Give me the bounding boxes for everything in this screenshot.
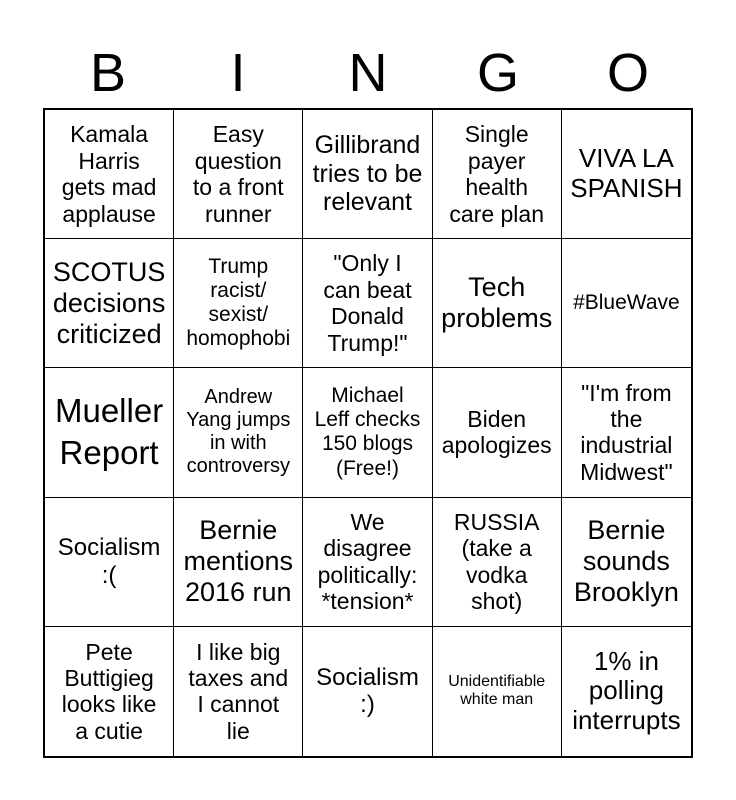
header-letter-n: N [348,43,388,103]
bingo-cell[interactable]: #BlueWave [562,239,691,368]
header-letter-o: O [606,43,649,103]
bingo-cell[interactable]: Bernie sounds Brooklyn [562,498,691,627]
bingo-cell[interactable]: "I'm from the industrial Midwest" [562,368,691,497]
bingo-cell[interactable]: 1% in polling interrupts [572,645,681,736]
header-letter-g: G [476,43,519,103]
header-letter-b: B [89,43,127,103]
bingo-cell[interactable]: Andrew Yang jumps in with controversy [174,368,303,497]
bingo-cell[interactable]: Socialism :) [303,627,432,756]
bingo-cell[interactable]: Biden apologizes [433,368,562,497]
bingo-cell[interactable]: VIVA LA SPANISH [562,110,691,239]
bingo-cell[interactable]: Unidentifiable white man [433,627,562,756]
bingo-cell[interactable]: Pete Buttigieg looks like a cutie [45,627,174,756]
bingo-cell[interactable]: Socialism :( [45,498,174,627]
bingo-cell[interactable]: Trump racist/ sexist/ homophobi [174,239,303,368]
bingo-cell[interactable]: Tech problems [433,239,562,368]
bingo-cell[interactable]: Gillibrand tries to be relevant [303,110,432,239]
bingo-cell[interactable]: Easy question to a front runner [174,110,303,239]
bingo-cell[interactable]: I like big taxes and I cannot lie [174,627,303,756]
header-letter-i: I [230,43,246,103]
bingo-cell[interactable]: Michael Leff checks 150 blogs (Free!) [303,368,432,497]
bingo-cell[interactable]: "Only I can beat Donald Trump!" [303,239,432,368]
bingo-cell[interactable]: Kamala Harris gets mad applause [45,110,174,239]
bingo-board [43,108,693,758]
bingo-cell[interactable]: RUSSIA (take a vodka shot) [433,498,562,627]
bingo-cell[interactable]: SCOTUS decisions criticized [45,239,174,368]
bingo-cell[interactable]: Mueller Report [45,368,174,497]
bingo-cell[interactable]: We disagree politically: *tension* [303,498,432,627]
bingo-cell[interactable]: Single payer health care plan [433,110,562,239]
bingo-header [43,38,693,108]
bingo-cell[interactable]: Bernie mentions 2016 run [174,498,303,627]
